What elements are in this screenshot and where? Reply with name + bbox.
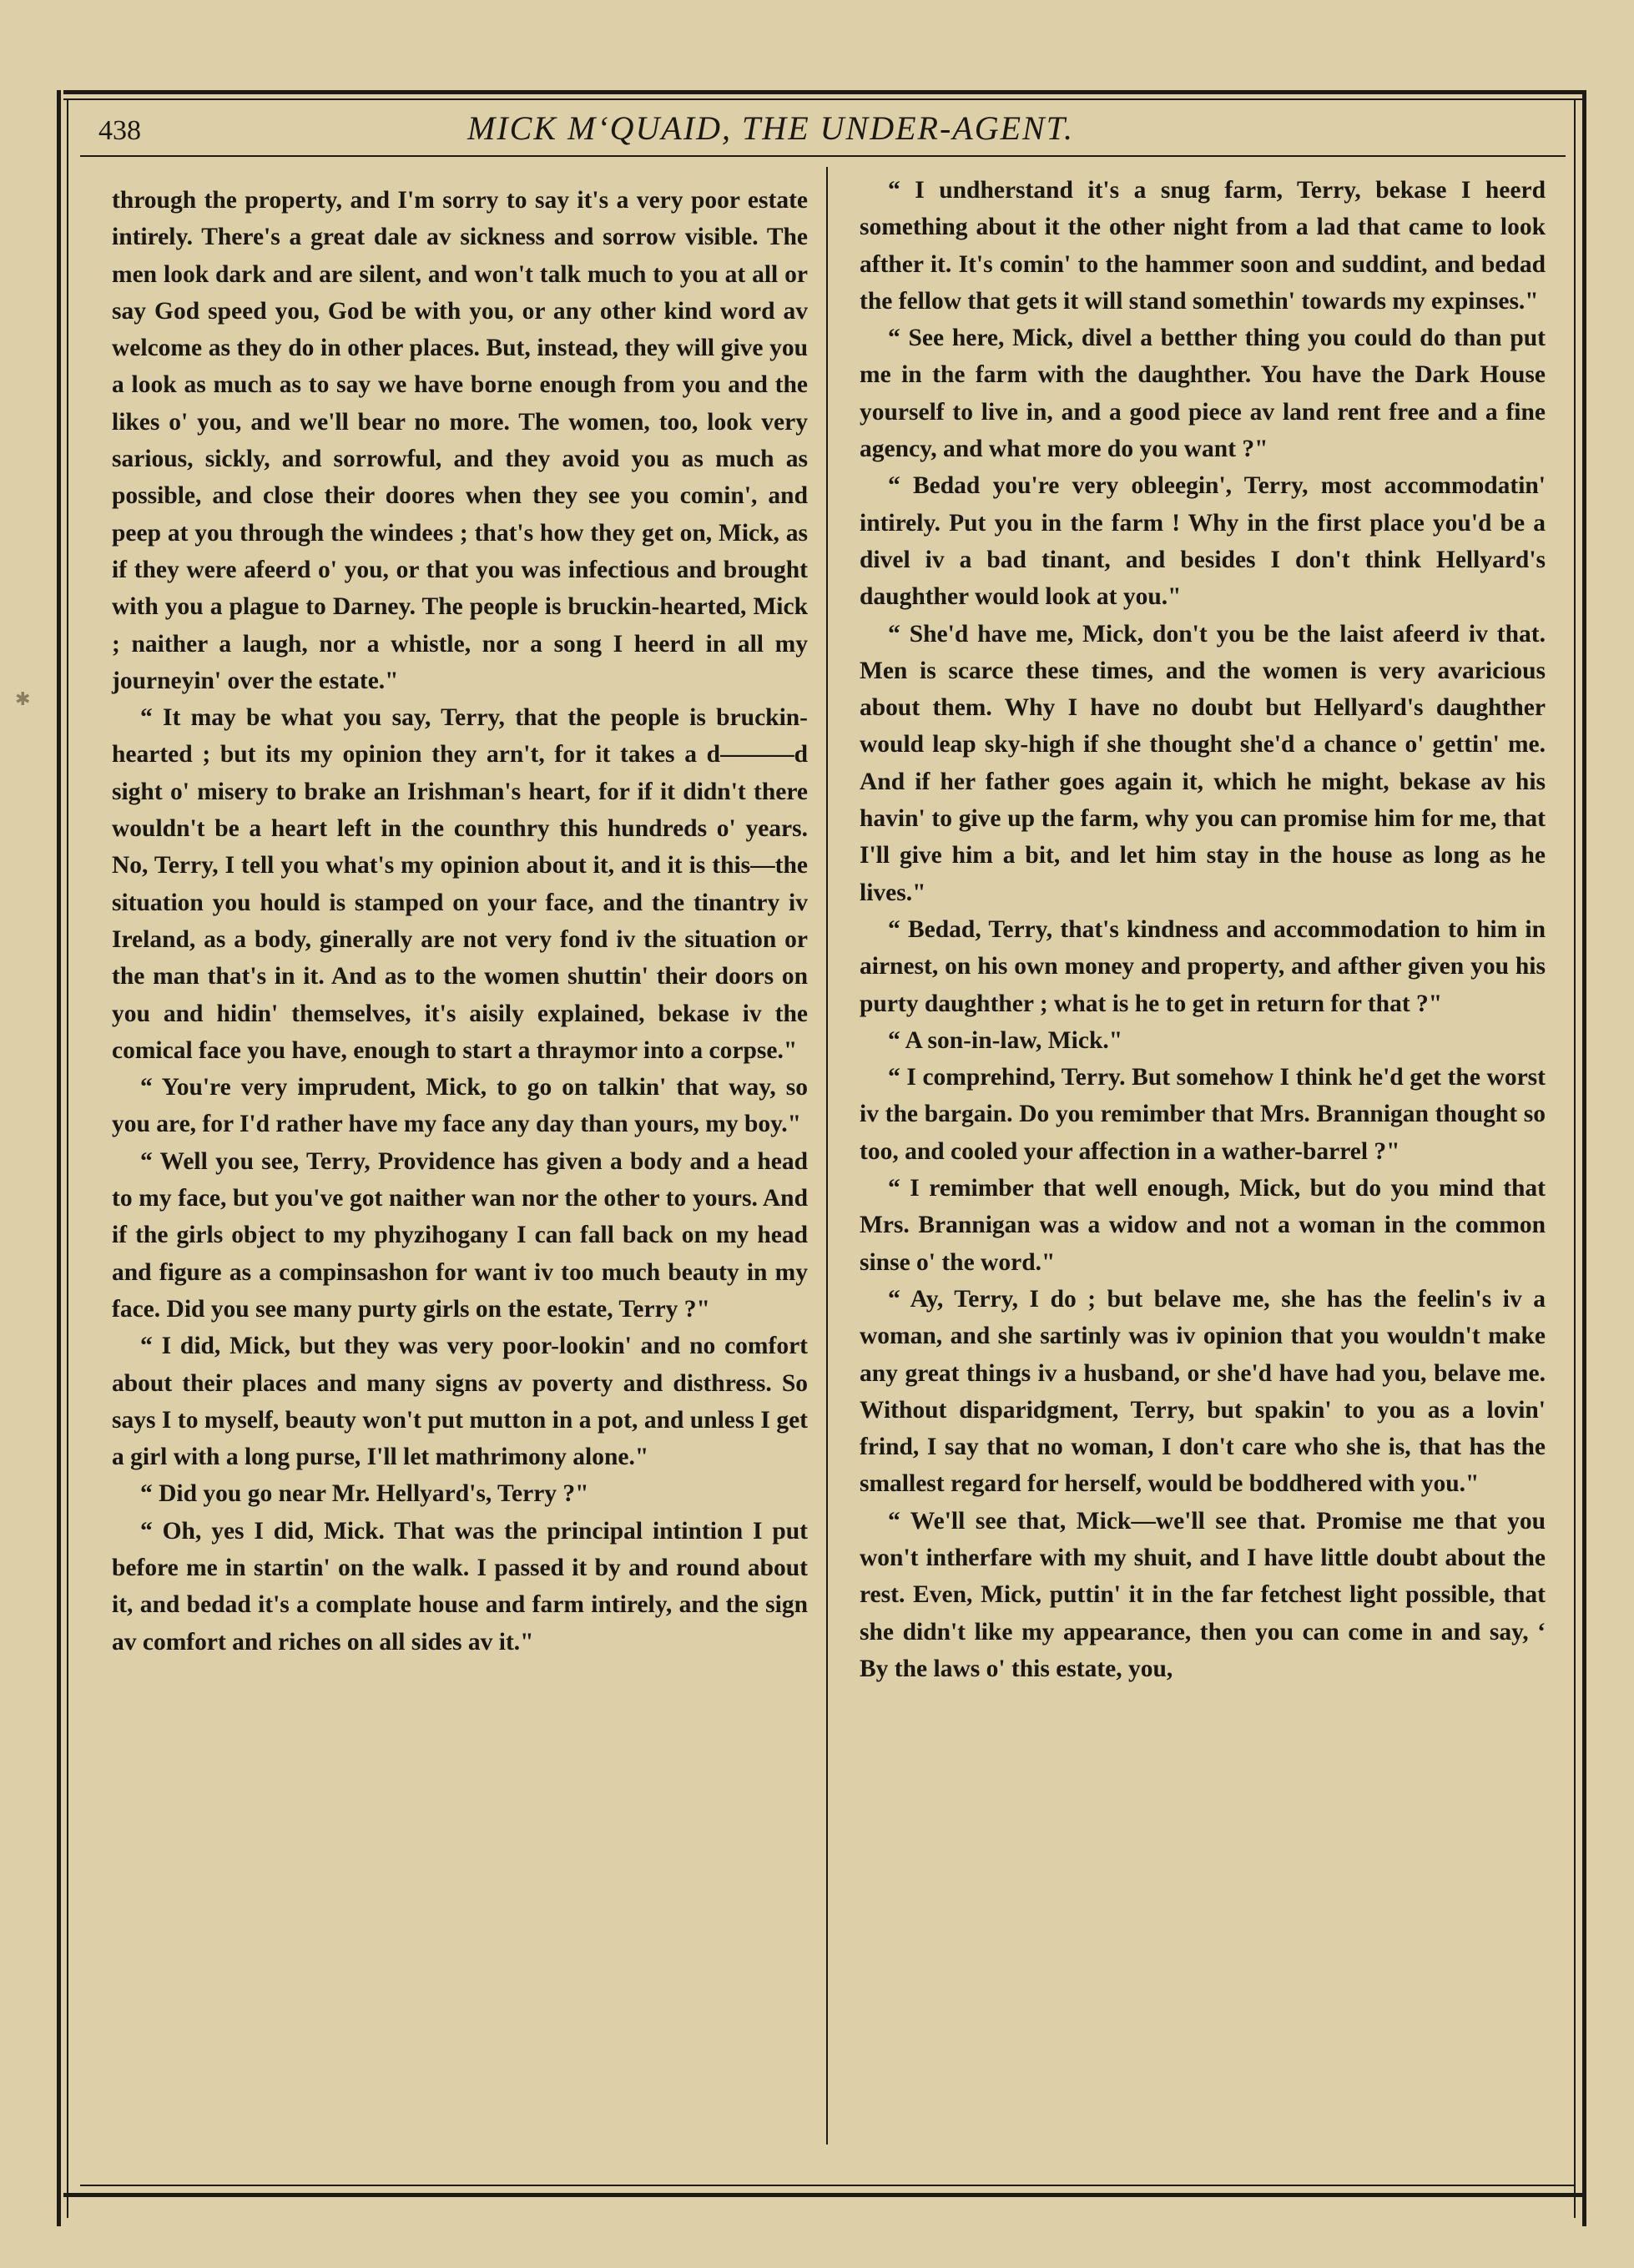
paragraph: “ Did you go near Mr. Hellyard's, Terry ?"	[140, 1480, 589, 1508]
paragraph: “ We'll see that, Mick—we'll see that. Promise me that you won't intherfare with my shuit, and I have little doubt about the rest. Even, Mick, puttin' it in the far fetchest light possible, that she didn't like my appearance, then you can come in and say, ‘ By the laws o' this estate, you,	[860, 1507, 1546, 1682]
left-border-inner	[67, 98, 68, 2218]
paragraph: “ I did, Mick, but they was very poor-lookin' and no comfort about their places and many signs av poverty and disthress. So says I to myself, beauty won't put mutton in a pot, and unless I get a girl with a long purse, I'll let mathrimony alone."	[112, 1333, 808, 1471]
left-column	[112, 182, 808, 1661]
paragraph: “ She'd have me, Mick, don't you be the laist afeerd iv that. Men is scarce these times, and the women is very avaricious about them. Why I have no doubt but Hellyard's daughther would leap sky-high if she thought she'd a chance o' gettin' me. And if her father goes again it, which he might, bekase av his havin' to give up the farm, why you can promise him for me, that I'll give him a bit, and let him stay in the house as long as he lives."	[860, 620, 1546, 906]
paragraph: “ I remimber that well enough, Mick, but do you mind that Mrs. Brannigan was a widow and not a woman in the common sinse o' the word."	[860, 1175, 1546, 1276]
paragraph: “ Well you see, Terry, Providence has given a body and a head to my face, but you've got naither wan nor the other to yours. And if the girls object to my phyzihogany I can fall back on my head and figure as a compinsashon for want iv too much beauty in my face. Did you see many purty girls on the estate, Terry ?"	[112, 1147, 808, 1323]
paragraph: “ Bedad you're very obleegin', Terry, most accommodatin' intirely. Put you in the farm ! Why in the first place you'd be a divel iv a bad tinant, and besides I don't think Hellyard's daughther would look at you."	[860, 472, 1546, 611]
margin-ink-mark: ✱	[15, 689, 31, 710]
right-column	[860, 172, 1546, 1687]
paragraph: “ See here, Mick, divel a betther thing you could do than put me in the farm with the daughther. You have the Dark House yourself to live in, and a good piece av land rent free and a fine agency, and what more do you want ?"	[860, 325, 1546, 463]
paragraph: “ It may be what you say, Terry, that the people is bruckin-hearted ; but its my opinion they arn't, for it takes a d———d sight o' misery to brake an Irishman's heart, for if it didn't there wouldn't be a heart left in the counthry this hundreds o' years. No, Terry, I tell you what's my opinion about it, and it is this—the situation you hould is stamped on your face, and the tinantry iv Ireland, as a body, ginerally are not very fond iv the situation or the man that's in it. And as to the women shuttin' their doors on you and hidin' themselves, it's aisily explained, bekase iv the comical face you have, enough to start a thraymor into a corpse."	[112, 704, 808, 1064]
bottom-rule-thick	[63, 2193, 1586, 2197]
right-border-inner	[1574, 98, 1576, 2218]
paragraph: “ Ay, Terry, I do ; but belave me, she has the feelin's iv a woman, and she sartinly was iv opinion that you wouldn't make any great things iv a husband, or she'd have had you, belave me. Without disparidgment, Terry, but spakin' to you as a lovin' frind, I say that no woman, I don't care who she is, that has the smallest regard for herself, would be boddhered with you."	[860, 1285, 1546, 1498]
paragraph: “ I comprehind, Terry. But somehow I think he'd get the worst iv the bargain. Do you remimber that Mrs. Brannigan thought so too, and cooled your affection in a wather-barrel ?"	[860, 1064, 1546, 1165]
top-rule-thin	[63, 98, 1582, 100]
paragraph: “ A son-in-law, Mick."	[888, 1026, 1123, 1054]
page-number: 438	[98, 115, 141, 146]
paragraph: “ Oh, yes I did, Mick. That was the principal intintion I put before me in startin' on the walk. I passed it by and round about it, and bedad it's a complate house and farm intirely, and the sign av comfort and riches on all sides av it."	[112, 1517, 808, 1656]
running-title: MICK M‘QUAID, THE UNDER-AGENT.	[467, 109, 1074, 147]
paragraph: “ I undherstand it's a snug farm, Terry, bekase I heerd something about it the other night from a lad that came to look afther it. It's comin' to the hammer soon and suddint, and bedad the fellow that gets it will stand somethin' towards my expinses."	[860, 177, 1546, 315]
bottom-rule-thin	[80, 2185, 1574, 2186]
paragraph: “ Bedad, Terry, that's kindness and accommodation to him in airnest, on his own money and property, and afther given you his purty daughther ; what is he to get in return for that ?"	[860, 915, 1546, 1017]
header-rule	[80, 155, 1566, 157]
right-border-outer	[1582, 90, 1586, 2226]
top-rule-thick	[63, 90, 1582, 94]
paragraph: “ You're very imprudent, Mick, to go on talkin' that way, so you are, for I'd rather have my face any day than yours, my boy."	[112, 1074, 808, 1138]
column-divider	[826, 167, 828, 2145]
paragraph: through the property, and I'm sorry to say it's a very poor estate intirely. There's a great dale av sickness and sorrow visible. The men look dark and are silent, and won't talk much to you at all or say God speed you, God be with you, or any other kind word av welcome as they do in other places. But, instead, they will give you a look as much as to say we have borne enough from you and the likes o' you, and we'll bear no more. The women, too, look very sarious, sickly, and sorrowful, and they avoid you as much as possible, and close their doores when they see you comin', and peep at you through the windees ; that's how they get on, Mick, as if they were afeerd o' you, or that you was infectious and brought with you a plague to Darney. The people is bruckin-hearted, Mick ; naither a laugh, nor a whistle, nor a song I heerd in all my journeyin' over the estate."	[112, 187, 808, 694]
left-border-outer	[57, 90, 61, 2226]
